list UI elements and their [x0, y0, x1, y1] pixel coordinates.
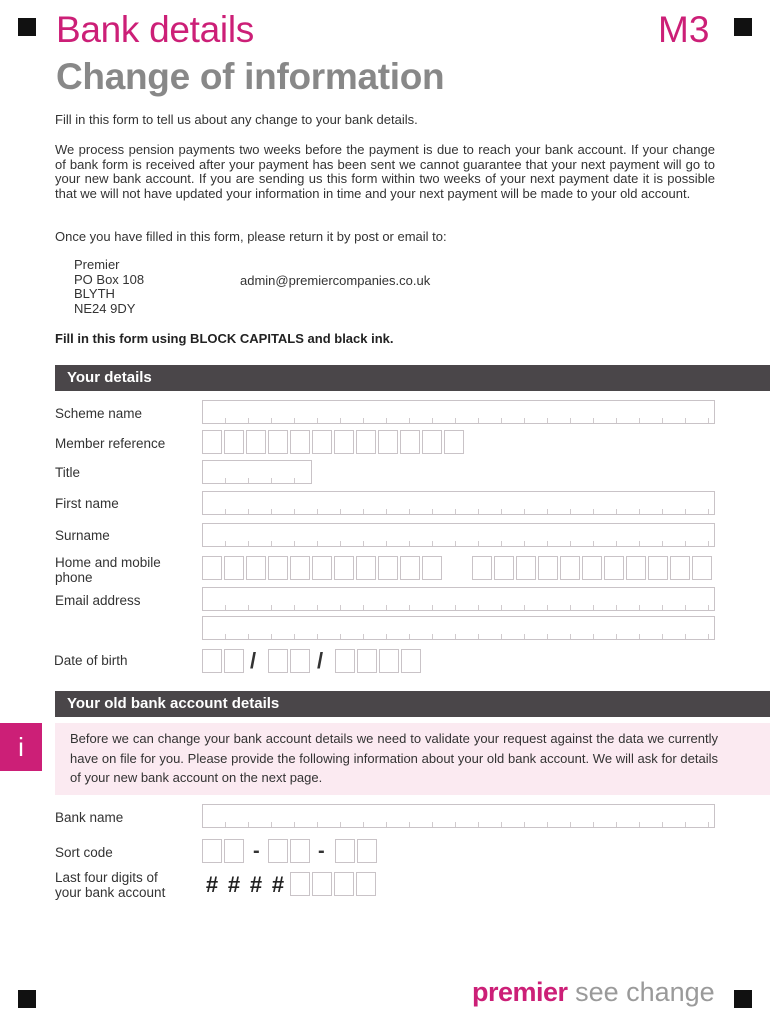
member-reference-cell[interactable]	[290, 430, 310, 454]
address-line: BLYTH	[74, 286, 115, 302]
phone-label-line: phone	[55, 570, 93, 585]
home-phone-cell[interactable]	[290, 556, 310, 580]
member-reference-cell[interactable]	[356, 430, 376, 454]
title-label: Title	[55, 465, 81, 480]
sort-code-cell[interactable]	[268, 839, 288, 863]
last-four-digit-cell[interactable]	[356, 872, 376, 896]
home-phone-cell[interactable]	[246, 556, 266, 580]
mobile-phone-cell[interactable]	[670, 556, 690, 580]
dob-day-cell[interactable]	[224, 649, 244, 673]
sort-code-part-2[interactable]	[268, 839, 310, 863]
home-phone-cell[interactable]	[312, 556, 332, 580]
home-phone-cell[interactable]	[356, 556, 376, 580]
dob-month-cell[interactable]	[268, 649, 288, 673]
mobile-phone-cell[interactable]	[494, 556, 514, 580]
scheme-name-field[interactable]	[202, 400, 715, 424]
member-reference-cell[interactable]	[202, 430, 222, 454]
sort-code-part-3[interactable]	[335, 839, 377, 863]
member-reference-cell[interactable]	[378, 430, 398, 454]
address-line: Premier	[74, 257, 120, 272]
member-reference-cell[interactable]	[400, 430, 420, 454]
sort-code-cell[interactable]	[357, 839, 377, 863]
return-email: admin@premiercompanies.co.uk	[240, 273, 431, 288]
last-four-label-line: your bank account	[55, 885, 166, 900]
mobile-phone-cell[interactable]	[692, 556, 712, 580]
mobile-phone-cell[interactable]	[626, 556, 646, 580]
sort-code-cell[interactable]	[290, 839, 310, 863]
dob-month-cell[interactable]	[290, 649, 310, 673]
dob-day-field[interactable]	[202, 649, 244, 673]
mobile-phone-cell[interactable]	[538, 556, 558, 580]
home-phone-cell[interactable]	[334, 556, 354, 580]
last-four-label-line: Last four digits of	[55, 870, 158, 885]
member-reference-cell[interactable]	[268, 430, 288, 454]
corner-mark-top-left	[18, 18, 36, 36]
home-phone-cell[interactable]	[400, 556, 420, 580]
last-four-digits-field[interactable]	[290, 872, 376, 896]
masked-digit: #	[271, 872, 285, 897]
home-phone-cell[interactable]	[224, 556, 244, 580]
member-reference-cell[interactable]	[334, 430, 354, 454]
dob-year-cell[interactable]	[379, 649, 399, 673]
last-four-digit-cell[interactable]	[290, 872, 310, 896]
scheme-name-label: Scheme name	[55, 406, 143, 421]
email-label: Email address	[55, 593, 141, 608]
info-text: Before we can change your bank account details we need to validate your request against the data we currently have on file for you. Please provide the following information about your old bank account. We will ask for details of your new bank account on the next page.	[70, 731, 718, 785]
dob-separator: /	[250, 648, 257, 673]
surname-label: Surname	[55, 528, 110, 543]
logo-brand: premier	[472, 977, 568, 1007]
member-reference-field[interactable]	[202, 430, 464, 454]
corner-mark-top-right	[734, 18, 752, 36]
section-heading-your-details: Your details	[55, 365, 770, 391]
sort-code-part-1[interactable]	[202, 839, 244, 863]
dob-month-field[interactable]	[268, 649, 310, 673]
mobile-phone-field[interactable]	[472, 556, 712, 580]
sort-code-cell[interactable]	[202, 839, 222, 863]
title-field[interactable]	[202, 460, 312, 484]
last-four-digit-cell[interactable]	[334, 872, 354, 896]
corner-mark-bottom-right	[734, 990, 752, 1008]
phone-label-line: Home and mobile	[55, 555, 161, 570]
return-instructions: Once you have filled in this form, please return it by post or email to:	[55, 229, 447, 244]
home-phone-cell[interactable]	[422, 556, 442, 580]
form-code: M3	[658, 9, 710, 50]
dob-year-cell[interactable]	[401, 649, 421, 673]
home-phone-cell[interactable]	[378, 556, 398, 580]
intro-paragraph: We process pension payments two weeks before the payment is due to reach your bank account. If your change of bank form is received after your payment has been sent we cannot guarantee that your next payment will go to your new bank account. If you are sending us this form within two weeks of your next payment date it is possible that we will not have updated your information in time and your next payment will be made to your old account.	[55, 142, 715, 201]
dob-year-cell[interactable]	[335, 649, 355, 673]
sort-code-cell[interactable]	[335, 839, 355, 863]
mobile-phone-cell[interactable]	[472, 556, 492, 580]
member-reference-cell[interactable]	[312, 430, 332, 454]
dob-year-cell[interactable]	[357, 649, 377, 673]
member-reference-cell[interactable]	[246, 430, 266, 454]
sort-code-separator: -	[253, 840, 260, 862]
dob-separator: /	[317, 648, 324, 673]
home-phone-cell[interactable]	[268, 556, 288, 580]
page-subtitle: Change of information	[56, 56, 445, 97]
last-four-digits-label	[55, 870, 165, 900]
member-reference-cell[interactable]	[224, 430, 244, 454]
dob-year-field[interactable]	[335, 649, 421, 673]
first-name-label: First name	[55, 496, 119, 511]
first-name-field[interactable]	[202, 491, 715, 515]
mobile-phone-cell[interactable]	[648, 556, 668, 580]
mobile-phone-cell[interactable]	[582, 556, 602, 580]
mobile-phone-cell[interactable]	[516, 556, 536, 580]
mobile-phone-cell[interactable]	[604, 556, 624, 580]
address-line: PO Box 108	[74, 271, 145, 287]
member-reference-cell[interactable]	[444, 430, 464, 454]
page-title: Bank details	[56, 9, 254, 50]
email-field-line2[interactable]	[202, 616, 715, 640]
address-line: NE24 9DY	[74, 300, 136, 316]
dob-day-cell[interactable]	[202, 649, 222, 673]
bank-name-label: Bank name	[55, 810, 124, 825]
sort-code-cell[interactable]	[224, 839, 244, 863]
last-four-digit-cell[interactable]	[312, 872, 332, 896]
sort-code-separator: -	[318, 840, 325, 862]
sort-code-label: Sort code	[55, 845, 113, 860]
mobile-phone-cell[interactable]	[560, 556, 580, 580]
postal-address	[74, 258, 144, 316]
logo-tagline: see change	[567, 977, 715, 1007]
email-field-line1[interactable]	[202, 587, 715, 611]
surname-field[interactable]	[202, 523, 715, 547]
member-reference-label: Member reference	[55, 436, 166, 451]
masked-digit: #	[227, 872, 241, 897]
bank-name-field[interactable]	[202, 804, 715, 828]
masked-digit: #	[205, 872, 219, 897]
corner-mark-bottom-left	[18, 990, 36, 1008]
home-phone-field[interactable]	[202, 556, 442, 580]
dob-label: Date of birth	[54, 653, 128, 668]
home-phone-cell[interactable]	[202, 556, 222, 580]
phone-label	[55, 555, 161, 585]
intro-line: Fill in this form to tell us about any change to your bank details.	[55, 112, 418, 127]
member-reference-cell[interactable]	[422, 430, 442, 454]
section-heading-old-bank: Your old bank account details	[55, 691, 770, 717]
block-capitals-instruction: Fill in this form using BLOCK CAPITALS and black ink.	[55, 331, 394, 346]
premier-logo	[472, 975, 715, 1009]
info-icon: i	[0, 723, 42, 771]
masked-digit: #	[249, 872, 263, 897]
